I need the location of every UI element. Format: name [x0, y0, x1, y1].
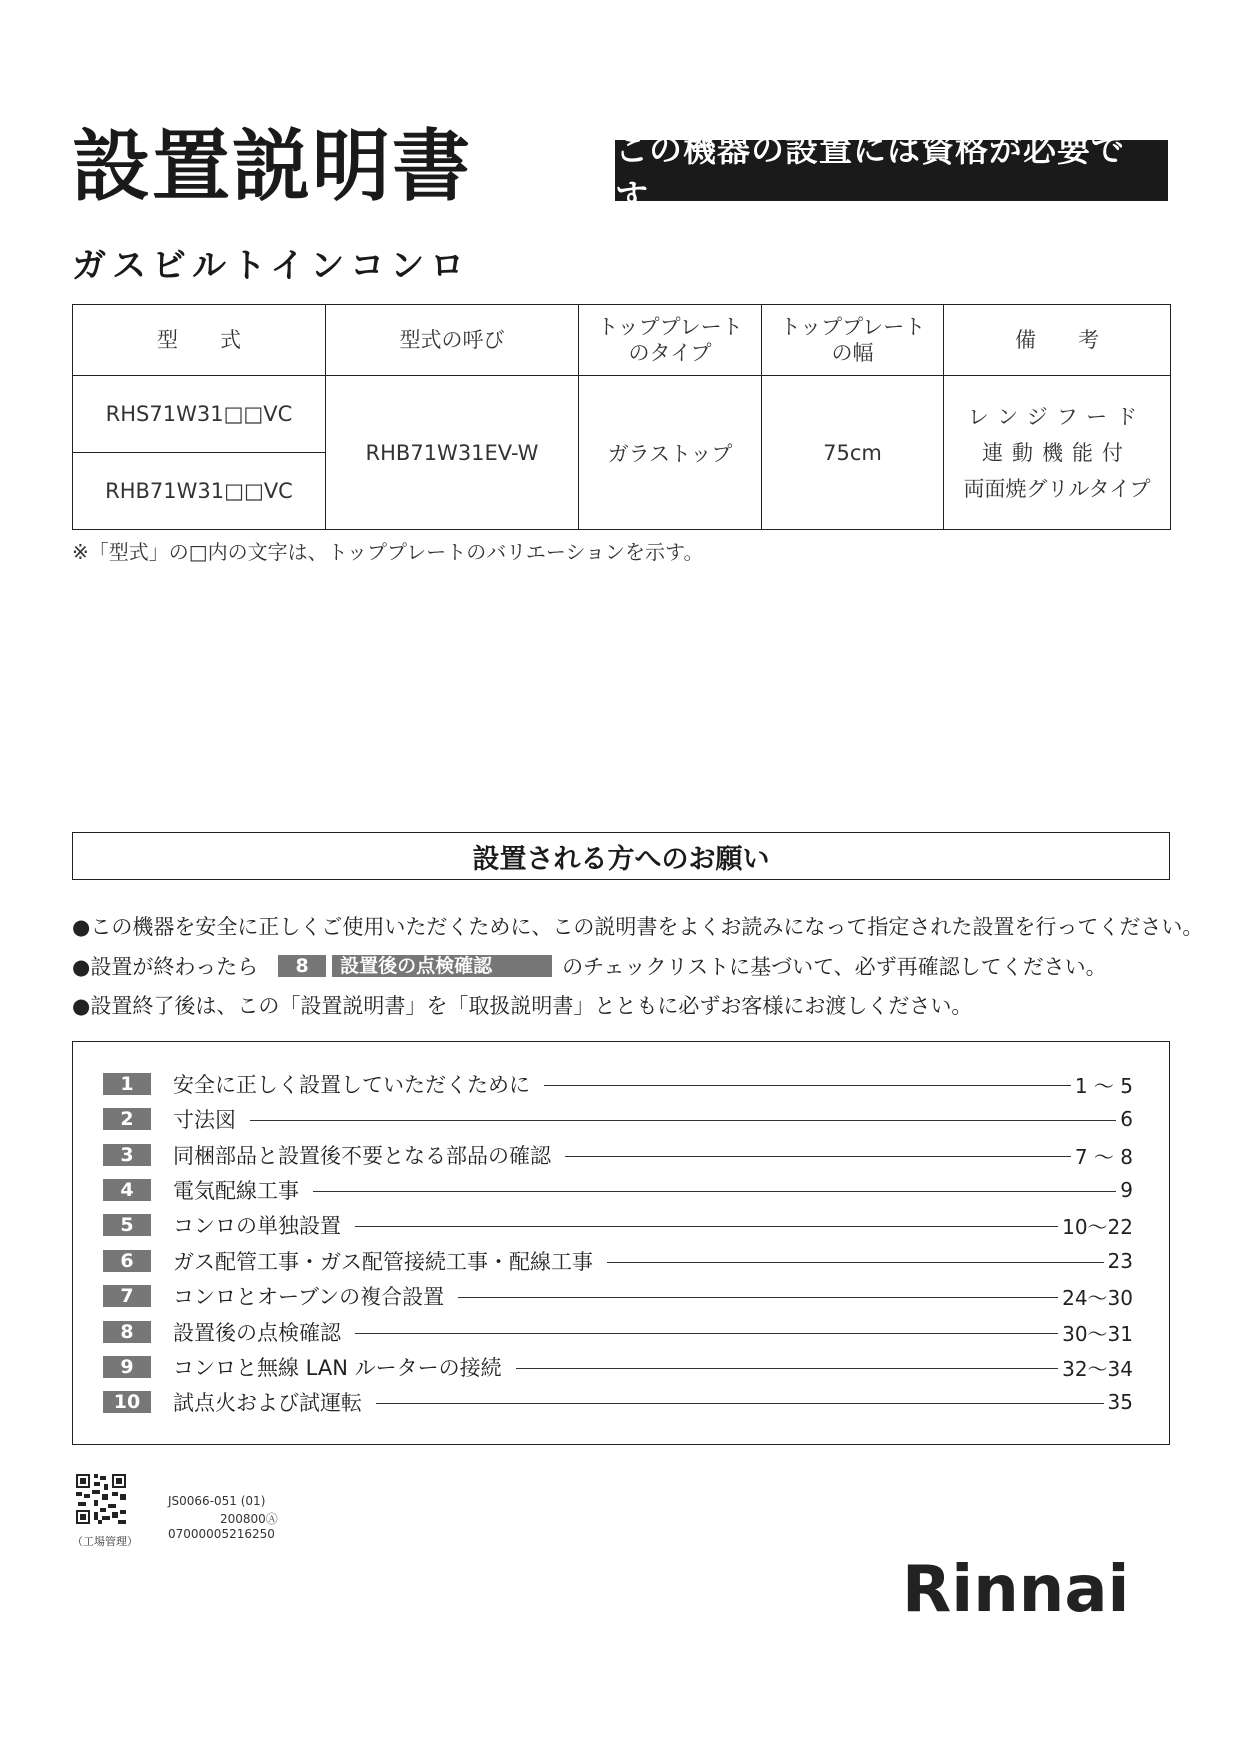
- section-ref-number: 8: [278, 955, 326, 977]
- toc-pages: 1 ～ 5: [1074, 1073, 1133, 1098]
- toc-row: [103, 1069, 1133, 1099]
- toc-row: [103, 1317, 1133, 1347]
- model-table-row: [73, 376, 1171, 453]
- model-name-cell: RHB71W31EV-W: [326, 376, 579, 530]
- remarks-cell: [944, 376, 1171, 530]
- toc-row: [103, 1175, 1133, 1205]
- barcode-number: 07000005216250: [168, 1527, 275, 1541]
- toc-row: [103, 1281, 1133, 1311]
- header-top-width-line1: トッププレート: [779, 315, 926, 339]
- toc-number: 3: [103, 1144, 151, 1166]
- product-subtitle: ガスビルトインコンロ: [72, 246, 471, 286]
- toc-number: 10: [103, 1391, 151, 1413]
- section-ref-label: 設置後の点検確認: [332, 955, 552, 977]
- toc-row: [103, 1246, 1133, 1276]
- toc-title: 電気配線工事: [173, 1179, 299, 1203]
- toc-number: 8: [103, 1321, 151, 1343]
- toc-title: コンロの単独設置: [173, 1214, 341, 1238]
- remarks-line1: レンジフード: [967, 404, 1147, 429]
- qr-caption: （工場管理）: [72, 1535, 138, 1548]
- toc-pages: 23: [1107, 1249, 1133, 1273]
- table-of-contents: [72, 1041, 1170, 1445]
- header-model-name: 型式の呼び: [326, 305, 579, 376]
- toc-leader-line: [516, 1368, 1058, 1369]
- header-top-width: [762, 305, 944, 376]
- request-bullet-2: [72, 951, 1107, 981]
- toc-row: [103, 1210, 1133, 1240]
- header-model: 型 式: [73, 305, 326, 376]
- toc-leader-line: [355, 1226, 1058, 1227]
- toc-title: 寸法図: [173, 1108, 236, 1132]
- header-top-type-line2: のタイプ: [628, 341, 712, 365]
- print-code: 200800Ⓐ: [220, 1512, 278, 1526]
- toc-pages: 10～22: [1062, 1214, 1133, 1239]
- toc-title: コンロと無線 LAN ルーターの接続: [173, 1356, 502, 1380]
- toc-title: ガス配管工事・ガス配管接続工事・配線工事: [173, 1250, 593, 1274]
- toc-title: 設置後の点検確認: [173, 1321, 341, 1345]
- model-cell: RHB71W31□□VC: [73, 453, 326, 530]
- document-code: JS0066-051 (01): [168, 1494, 266, 1508]
- model-cell: RHS71W31□□VC: [73, 376, 326, 453]
- request-bullet-1: ●この機器を安全に正しくご使用いただくために、この説明書をよくお読みになって指定された設置を行ってください。: [72, 915, 1204, 939]
- toc-number: 2: [103, 1108, 151, 1130]
- toc-number: 1: [103, 1073, 151, 1095]
- toc-row: [103, 1352, 1133, 1382]
- top-width-cell: 75cm: [762, 376, 944, 530]
- toc-number: 5: [103, 1214, 151, 1236]
- qualification-badge: この機器の設置には資格が必要です。: [615, 140, 1168, 201]
- document-title: 設置説明書: [72, 122, 473, 212]
- toc-leader-line: [355, 1333, 1058, 1334]
- toc-leader-line: [458, 1297, 1058, 1298]
- model-table: [72, 304, 1171, 530]
- toc-pages: 32～34: [1062, 1356, 1133, 1381]
- toc-title: 試点火および試運転: [173, 1391, 362, 1415]
- toc-leader-line: [313, 1191, 1116, 1192]
- top-type-cell: ガラストップ: [579, 376, 762, 530]
- toc-pages: 6: [1120, 1107, 1133, 1131]
- toc-leader-line: [565, 1156, 1071, 1157]
- header-top-type-line1: トッププレート: [597, 315, 743, 339]
- toc-pages: 30～31: [1062, 1321, 1133, 1346]
- toc-pages: 35: [1107, 1390, 1133, 1414]
- model-table-header-row: [73, 305, 1171, 376]
- toc-pages: 9: [1120, 1178, 1133, 1202]
- request-bullet-3: ●設置終了後は、この「設置説明書」を「取扱説明書」とともに必ずお客様にお渡しください。: [72, 994, 973, 1018]
- toc-number: 9: [103, 1356, 151, 1378]
- toc-leader-line: [544, 1085, 1071, 1086]
- toc-title: 同梱部品と設置後不要となる部品の確認: [173, 1144, 551, 1168]
- toc-title: 安全に正しく設置していただくために: [173, 1073, 530, 1097]
- table-footnote: ※「型式」の□内の文字は、トッププレートのバリエーションを示す。: [72, 540, 704, 564]
- toc-leader-line: [250, 1120, 1116, 1121]
- remarks-line3: 両面焼グリルタイプ: [963, 476, 1151, 501]
- toc-title: コンロとオーブンの複合設置: [173, 1285, 445, 1309]
- header-top-width-line2: の幅: [831, 341, 874, 365]
- bullet-2-suffix: のチェックリストに基づいて、必ず再確認してください。: [562, 955, 1107, 979]
- remarks-line2: 連動機能付: [982, 440, 1132, 465]
- header-remarks: 備 考: [944, 305, 1171, 376]
- toc-number: 4: [103, 1179, 151, 1201]
- toc-pages: 24～30: [1062, 1285, 1133, 1310]
- toc-number: 6: [103, 1250, 151, 1272]
- toc-row: [103, 1140, 1133, 1170]
- toc-leader-line: [376, 1403, 1104, 1404]
- rinnai-logo: Rinnai: [902, 1553, 1130, 1627]
- toc-leader-line: [607, 1262, 1104, 1263]
- qr-code-icon: [76, 1474, 126, 1524]
- bullet-2-prefix: ●設置が終わったら: [72, 955, 259, 979]
- toc-row: [103, 1104, 1133, 1134]
- request-heading: 設置される方へのお願い: [72, 832, 1170, 880]
- toc-number: 7: [103, 1285, 151, 1307]
- toc-row: [103, 1387, 1133, 1417]
- toc-pages: 7 ～ 8: [1074, 1144, 1133, 1169]
- header-top-type: [579, 305, 762, 376]
